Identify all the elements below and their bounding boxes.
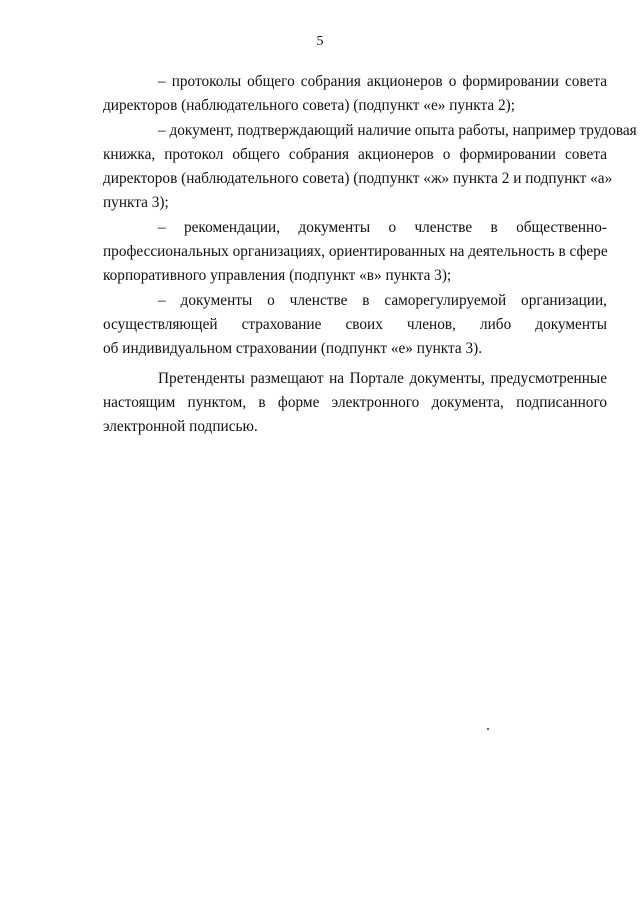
text-line: осуществляющей страхование своих членов, либо документы [103,315,607,333]
text-line: книжка, протокол общего собрания акционеров о формировании совета [103,145,607,163]
text-line: – документ, подтверждающий наличие опыта работы, например трудовая [158,121,637,139]
text-line: пункта 3); [103,194,169,212]
paragraph-portal-submission [103,367,607,440]
document-body [103,70,637,439]
paragraph-work-experience [103,119,637,216]
text-line: – документы о членстве в саморегулируемой организации, [158,291,607,309]
scan-speck [487,728,489,730]
text-line: директоров (наблюдательного совета) (подпункт «е» пункта 2); [103,97,515,115]
text-line: профессиональных организациях, ориентированных на деятельность в сфере [103,243,608,261]
text-line: – рекомендации, документы о членстве в общественно- [158,218,607,236]
text-line: – протоколы общего собрания акционеров о формировании совета [158,73,607,90]
text-line: корпоративного управления (подпункт «в» пункта 3); [103,267,452,285]
page-number: 5 [316,34,324,49]
paragraph-sro-membership [103,289,607,362]
text-line: Претенденты размещают на Портале документы, предусмотренные [158,369,607,387]
paragraph-recommendations [103,216,607,289]
text-line: настоящим пунктом, в форме электронного документа, подписанного [103,393,607,411]
text-line: об индивидуальном страховании (подпункт «е» пункта 3). [103,340,483,358]
paragraph-protocols [103,70,607,119]
text-line: директоров (наблюдательного совета) (подпункт «ж» пункта 2 и подпункт «а» [103,170,613,188]
text-line: электронной подписью. [103,418,258,436]
